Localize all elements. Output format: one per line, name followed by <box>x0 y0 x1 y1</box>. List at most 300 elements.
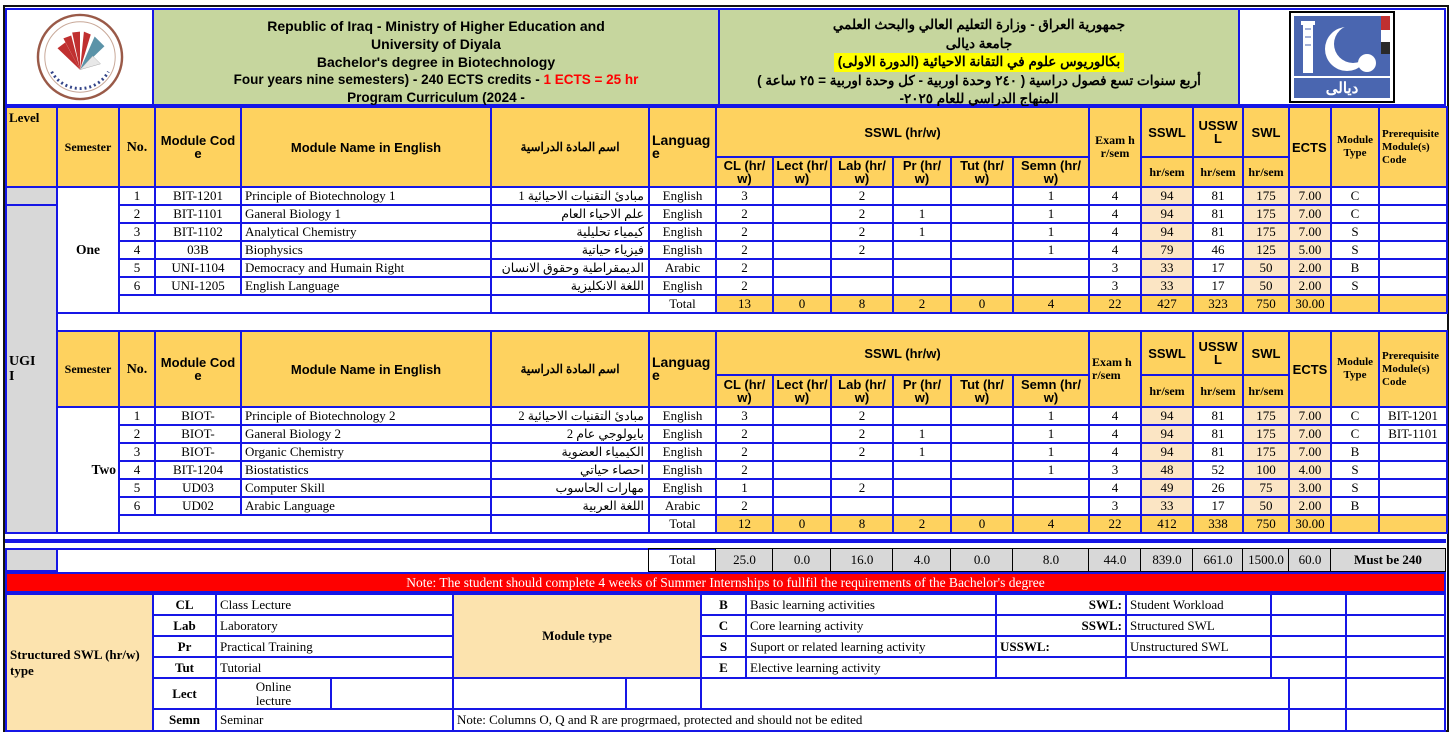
ministry-seal-logo <box>36 13 124 101</box>
cell-sswl: 33 <box>1141 497 1193 515</box>
cell-name_en: Biophysics <box>241 241 491 259</box>
legend-desc-pr: Practical Training <box>215 635 454 658</box>
grand-total-value: 661.0 <box>1192 548 1244 572</box>
col-header-lab: Lab (hr/w) <box>831 375 893 407</box>
cell-code: UD03 <box>155 479 241 497</box>
total-swl: 750 <box>1243 515 1289 533</box>
cell-tut <box>951 461 1013 479</box>
total-lect: 0 <box>773 295 831 313</box>
ects-line-black: Four years nine semesters) - 240 ECTS credits - <box>233 72 544 87</box>
col-subheader-hrsem-swl: hr/sem <box>1243 157 1289 187</box>
legend-empty-cell <box>995 656 1127 679</box>
cell-exam: 4 <box>1089 187 1141 205</box>
cell-sswl: 49 <box>1141 479 1193 497</box>
cell-usswl: 52 <box>1193 461 1243 479</box>
cell-no: 5 <box>119 259 155 277</box>
cell-no: 2 <box>119 205 155 223</box>
cell-no: 3 <box>119 223 155 241</box>
col-header-lab: Lab (hr/w) <box>831 157 893 187</box>
cell-name_ar: اللغة الانكليزية <box>491 277 649 295</box>
cell-lang: English <box>649 425 716 443</box>
cell-no: 5 <box>119 479 155 497</box>
cell-no: 1 <box>119 187 155 205</box>
cell-no: 4 <box>119 461 155 479</box>
level-strip-grand-total <box>5 548 58 572</box>
legend-type-s-desc: Suport or related learning activity <box>745 635 997 658</box>
legend-empty-cell <box>1288 677 1347 710</box>
semester-two-table <box>56 330 1448 534</box>
grand-total-value: 8.0 <box>1012 548 1090 572</box>
cell-lab <box>831 277 893 295</box>
cell-exam: 3 <box>1089 259 1141 277</box>
course-row <box>57 497 1447 515</box>
online-lecture-text: Online lecture <box>255 678 292 708</box>
cell-semn: 1 <box>1013 241 1089 259</box>
col-header-module-type: Module Type <box>1331 107 1379 187</box>
cell-pr <box>893 277 951 295</box>
cell-cl: 2 <box>716 443 773 461</box>
cell-sswl: 94 <box>1141 425 1193 443</box>
cell-usswl: 17 <box>1193 259 1243 277</box>
cell-usswl: 81 <box>1193 425 1243 443</box>
cell-name_ar: احصاء حياتي <box>491 461 649 479</box>
course-row <box>57 205 1447 223</box>
cell-cl: 1 <box>716 479 773 497</box>
cell-code: UNI-1104 <box>155 259 241 277</box>
level-value-cell <box>5 204 58 534</box>
level-cell-empty <box>5 186 58 206</box>
legend-empty-cell <box>1270 614 1347 637</box>
legend-empty-cell <box>330 677 454 710</box>
cell-usswl: 81 <box>1193 407 1243 425</box>
cell-prereq <box>1379 497 1447 515</box>
legend-protected-columns-note: Note: Columns O, Q and R are progrmaed, protected and should not be edited <box>452 708 1290 732</box>
cell-name_en: Democracy and Humain Right <box>241 259 491 277</box>
cell-prereq <box>1379 461 1447 479</box>
cell-cl: 3 <box>716 407 773 425</box>
cell-ects: 2.00 <box>1289 277 1331 295</box>
semester-total-row <box>57 515 1447 533</box>
cell-name_ar: الديمقراطية وحقوق الانسان <box>491 259 649 277</box>
total-semn: 4 <box>1013 295 1089 313</box>
cell-type: S <box>1331 223 1379 241</box>
legend-abbr-tut: Tut <box>152 656 217 679</box>
col-header-lect: Lect (hr/w) <box>773 157 831 187</box>
grand-total-value: 839.0 <box>1140 548 1194 572</box>
legend-empty-cell <box>1345 708 1446 732</box>
col-header-module-code: Module Code <box>155 331 241 407</box>
cell-prereq <box>1379 205 1447 223</box>
cell-ects: 7.00 <box>1289 407 1331 425</box>
course-row <box>57 407 1447 425</box>
total-empty <box>1331 515 1379 533</box>
col-header-swl: SWL <box>1243 331 1289 375</box>
grand-total-value: 44.0 <box>1088 548 1142 572</box>
cell-tut <box>951 187 1013 205</box>
cell-lab: 2 <box>831 205 893 223</box>
course-row <box>57 479 1447 497</box>
cell-lab: 2 <box>831 187 893 205</box>
cell-name_ar: علم الاحياء العام <box>491 205 649 223</box>
cell-lect <box>773 259 831 277</box>
cell-lect <box>773 461 831 479</box>
cell-prereq <box>1379 259 1447 277</box>
course-row <box>57 259 1447 277</box>
total-lab: 8 <box>831 515 893 533</box>
total-tut: 0 <box>951 295 1013 313</box>
cell-swl: 175 <box>1243 407 1289 425</box>
cell-prereq: BIT-1201 <box>1379 407 1447 425</box>
cell-code: BIOT- <box>155 425 241 443</box>
col-subheader-hrsem-usswl: hr/sem <box>1193 157 1243 187</box>
cell-exam: 4 <box>1089 205 1141 223</box>
cell-pr: 1 <box>893 425 951 443</box>
legend-type-e: E <box>700 656 747 679</box>
cell-no: 6 <box>119 277 155 295</box>
col-header-usswl: USSWL <box>1193 107 1243 157</box>
legend-type-c: C <box>700 614 747 637</box>
col-header-prerequisite: Prerequisite Module(s) Code <box>1379 107 1447 187</box>
cell-cl: 2 <box>716 497 773 515</box>
cell-exam: 4 <box>1089 479 1141 497</box>
cell-semn: 1 <box>1013 205 1089 223</box>
cell-no: 6 <box>119 497 155 515</box>
separator-row-1 <box>5 532 1446 541</box>
total-exam: 22 <box>1089 515 1141 533</box>
legend-sswl-abbr: SSWL: <box>995 614 1127 637</box>
cell-lang: English <box>649 277 716 295</box>
col-header-sswl: SSWL <box>1141 331 1193 375</box>
cell-cl: 2 <box>716 425 773 443</box>
legend-empty-cell <box>1345 656 1446 679</box>
ects-equivalence-note: 1 ECTS = 25 hr <box>543 72 639 87</box>
total-tut: 0 <box>951 515 1013 533</box>
cell-no: 3 <box>119 443 155 461</box>
cell-swl: 50 <box>1243 259 1289 277</box>
col-header-module-name-en: Module Name in English <box>241 107 491 187</box>
cell-exam: 3 <box>1089 461 1141 479</box>
title-ar-line4: أربع سنوات تسع فصول دراسية ( ٢٤٠ وحدة اوربية - كل وحدة اوربية = ٢٥ ساعة ) <box>757 72 1201 88</box>
grand-total-must-be: Must be 240 <box>1330 548 1446 572</box>
grand-total-value: 0.0 <box>950 548 1014 572</box>
cell-pr <box>893 497 951 515</box>
cell-exam: 3 <box>1089 497 1141 515</box>
total-cl: 13 <box>716 295 773 313</box>
legend-type-c-desc: Core learning activity <box>745 614 997 637</box>
cell-pr <box>893 187 951 205</box>
col-header-semn: Semn (hr/w) <box>1013 157 1089 187</box>
cell-prereq <box>1379 479 1447 497</box>
cell-lang: English <box>649 205 716 223</box>
header-title-english <box>152 8 720 106</box>
cell-lect <box>773 205 831 223</box>
cell-ects: 3.00 <box>1289 479 1331 497</box>
title-en-line4 <box>154 71 718 89</box>
cell-name_ar: بايولوجي عام 2 <box>491 425 649 443</box>
cell-tut <box>951 259 1013 277</box>
cell-code: BIT-1101 <box>155 205 241 223</box>
title-ar-line5: المنهاج الدراسي للعام ٢٠٢٥- <box>899 91 1059 106</box>
col-header-language: Language <box>649 107 716 187</box>
cell-tut <box>951 277 1013 295</box>
course-row <box>57 187 1447 205</box>
col-header-sswl: SSWL <box>1141 107 1193 157</box>
course-row <box>57 241 1447 259</box>
cell-cl: 2 <box>716 259 773 277</box>
cell-semn <box>1013 277 1089 295</box>
total-usswl: 338 <box>1193 515 1243 533</box>
col-header-cl: CL (hr/w) <box>716 375 773 407</box>
cell-name_ar: اللغة العربية <box>491 497 649 515</box>
cell-semn: 1 <box>1013 187 1089 205</box>
legend-sswl-desc: Structured SWL <box>1125 614 1272 637</box>
grand-total-label: Total <box>648 548 717 572</box>
cell-lang: English <box>649 461 716 479</box>
col-header-tut: Tut (hr/w) <box>951 157 1013 187</box>
cell-lect <box>773 497 831 515</box>
legend-desc-tut: Tutorial <box>215 656 454 679</box>
grand-total-value: 25.0 <box>715 548 774 572</box>
legend-abbr-pr: Pr <box>152 635 217 658</box>
total-label: Total <box>649 295 716 313</box>
title-ar-line1: جمهورية العراق - وزارة التعليم العالي والبحث العلمي <box>832 17 1126 32</box>
legend-empty-cell <box>1288 708 1347 732</box>
col-header-no: No. <box>119 331 155 407</box>
legend-desc-cl: Class Lecture <box>215 593 454 616</box>
col-header-prerequisite: Prerequisite Module(s) Code <box>1379 331 1447 407</box>
cell-semn: 1 <box>1013 223 1089 241</box>
cell-lab: 2 <box>831 425 893 443</box>
legend-empty-cell <box>1125 656 1272 679</box>
cell-tut <box>951 497 1013 515</box>
cell-tut <box>951 205 1013 223</box>
title-en-line2: University of Diyala <box>371 36 501 52</box>
cell-lect <box>773 241 831 259</box>
ministry-logo-cell <box>5 8 154 106</box>
header-title-arabic <box>718 8 1240 106</box>
cell-lab <box>831 259 893 277</box>
cell-tut <box>951 425 1013 443</box>
cell-exam: 4 <box>1089 407 1141 425</box>
cell-sswl: 33 <box>1141 259 1193 277</box>
cell-semn <box>1013 259 1089 277</box>
legend-empty-cell <box>1270 593 1347 616</box>
legend-empty-cell <box>1270 656 1347 679</box>
total-empty <box>1379 515 1447 533</box>
cell-sswl: 94 <box>1141 443 1193 461</box>
cell-swl: 125 <box>1243 241 1289 259</box>
cell-swl: 175 <box>1243 425 1289 443</box>
cell-tut <box>951 241 1013 259</box>
grand-total-value: 16.0 <box>830 548 894 572</box>
cell-ects: 7.00 <box>1289 187 1331 205</box>
internship-note-banner: Note: The student should complete 4 weeks of Summer Internships to fullfil the requirements of the Bachelor's degree <box>5 572 1446 593</box>
total-ects: 30.00 <box>1289 295 1331 313</box>
cell-no: 2 <box>119 425 155 443</box>
cell-name_ar: كيمياء تحليلية <box>491 223 649 241</box>
legend-abbr-semn: Semn <box>152 708 217 732</box>
cell-name_en: Ganeral Biology 2 <box>241 425 491 443</box>
col-header-sswl-group: SSWL (hr/w) <box>716 107 1089 157</box>
col-header-exam: Exam hr/sem <box>1089 107 1141 187</box>
col-header-level: Level <box>5 106 58 188</box>
cell-semn: 1 <box>1013 407 1089 425</box>
cell-lang: English <box>649 241 716 259</box>
legend-empty-cell <box>1345 614 1446 637</box>
cell-prereq <box>1379 241 1447 259</box>
legend-usswl-desc: Unstructured SWL <box>1125 635 1272 658</box>
cell-name_en: Computer Skill <box>241 479 491 497</box>
cell-name_en: Principle of Biotechnology 1 <box>241 187 491 205</box>
cell-swl: 175 <box>1243 205 1289 223</box>
course-row <box>57 277 1447 295</box>
cell-prereq <box>1379 223 1447 241</box>
course-row <box>57 223 1447 241</box>
total-cl: 12 <box>716 515 773 533</box>
total-usswl: 323 <box>1193 295 1243 313</box>
cell-name_ar: مبادئ التقنيات الاحيائية 2 <box>491 407 649 425</box>
svg-text:ديالى: ديالى <box>1325 80 1359 97</box>
grand-total-value: 4.0 <box>892 548 952 572</box>
grand-total-value: 0.0 <box>772 548 832 572</box>
semester-one-table <box>56 106 1448 314</box>
cell-pr <box>893 259 951 277</box>
course-row <box>57 425 1447 443</box>
cell-lang: English <box>649 187 716 205</box>
col-header-module-type: Module Type <box>1331 331 1379 407</box>
cell-lect <box>773 407 831 425</box>
cell-usswl: 81 <box>1193 187 1243 205</box>
cell-name_en: Analytical Chemistry <box>241 223 491 241</box>
cell-semn: 1 <box>1013 461 1089 479</box>
col-header-language: Language <box>649 331 716 407</box>
cell-lang: English <box>649 407 716 425</box>
total-swl: 750 <box>1243 295 1289 313</box>
cell-usswl: 81 <box>1193 443 1243 461</box>
cell-sswl: 94 <box>1141 223 1193 241</box>
col-header-tut: Tut (hr/w) <box>951 375 1013 407</box>
cell-lect <box>773 277 831 295</box>
cell-sswl: 94 <box>1141 407 1193 425</box>
cell-usswl: 81 <box>1193 223 1243 241</box>
cell-no: 4 <box>119 241 155 259</box>
cell-ects: 2.00 <box>1289 497 1331 515</box>
total-sswl: 427 <box>1141 295 1193 313</box>
cell-pr <box>893 479 951 497</box>
legend-usswl-abbr: USSWL: <box>995 635 1127 658</box>
cell-semn: 1 <box>1013 443 1089 461</box>
cell-lab: 2 <box>831 407 893 425</box>
title-ar-line2: جامعة ديالى <box>945 35 1013 51</box>
cell-cl: 2 <box>716 205 773 223</box>
cell-code: BIOT- <box>155 407 241 425</box>
cell-sswl: 48 <box>1141 461 1193 479</box>
col-header-module-code: Module Code <box>155 107 241 187</box>
level-value: UGII <box>9 354 36 384</box>
cell-lab <box>831 497 893 515</box>
cell-ects: 7.00 <box>1289 205 1331 223</box>
total-sswl: 412 <box>1141 515 1193 533</box>
legend-desc-semn: Seminar <box>215 708 454 732</box>
grand-total-value: 1500.0 <box>1242 548 1290 572</box>
cell-prereq <box>1379 443 1447 461</box>
cell-ects: 7.00 <box>1289 443 1331 461</box>
cell-usswl: 46 <box>1193 241 1243 259</box>
cell-lang: Arabic <box>649 497 716 515</box>
cell-lang: Arabic <box>649 259 716 277</box>
cell-exam: 4 <box>1089 443 1141 461</box>
cell-name_en: Ganeral Biology 1 <box>241 205 491 223</box>
cell-type: S <box>1331 241 1379 259</box>
cell-tut <box>951 479 1013 497</box>
legend-desc-lect <box>215 677 332 710</box>
cell-lect <box>773 443 831 461</box>
total-semn: 4 <box>1013 515 1089 533</box>
cell-ects: 7.00 <box>1289 223 1331 241</box>
legend-type-s: S <box>700 635 747 658</box>
col-header-swl: SWL <box>1243 107 1289 157</box>
col-subheader-hrsem-sswl: hr/sem <box>1141 157 1193 187</box>
legend-empty-cell <box>452 677 627 710</box>
cell-name_ar: فيزياء حياتية <box>491 241 649 259</box>
course-row <box>57 443 1447 461</box>
legend-swl-desc: Student Workload <box>1125 593 1272 616</box>
col-header-cl: CL (hr/w) <box>716 157 773 187</box>
cell-swl: 175 <box>1243 187 1289 205</box>
cell-name_ar: الكيمياء العضوية <box>491 443 649 461</box>
cell-lab <box>831 461 893 479</box>
total-empty <box>1331 295 1379 313</box>
col-header-module-name-ar: اسم المادة الدراسية <box>491 107 649 187</box>
cell-name_en: Arabic Language <box>241 497 491 515</box>
cell-sswl: 79 <box>1141 241 1193 259</box>
cell-code: BIOT- <box>155 443 241 461</box>
legend-empty-cell <box>1345 635 1446 658</box>
cell-usswl: 81 <box>1193 205 1243 223</box>
cell-semn: 1 <box>1013 425 1089 443</box>
col-subheader-hrsem-swl: hr/sem <box>1243 375 1289 407</box>
cell-lang: English <box>649 479 716 497</box>
cell-ects: 4.00 <box>1289 461 1331 479</box>
col-header-lect: Lect (hr/w) <box>773 375 831 407</box>
cell-name_ar: مبادئ التقنيات الاحيائية 1 <box>491 187 649 205</box>
cell-type: S <box>1331 461 1379 479</box>
cell-swl: 50 <box>1243 277 1289 295</box>
cell-swl: 175 <box>1243 443 1289 461</box>
cell-swl: 50 <box>1243 497 1289 515</box>
cell-type: C <box>1331 205 1379 223</box>
cell-code: 03B <box>155 241 241 259</box>
total-lab: 8 <box>831 295 893 313</box>
col-header-exam: Exam hr/sem <box>1089 331 1141 407</box>
cell-prereq <box>1379 277 1447 295</box>
legend-structured-swl-label: Structured SWL (hr/w) type <box>5 593 154 732</box>
cell-usswl: 26 <box>1193 479 1243 497</box>
col-header-ects: ECTS <box>1289 331 1331 407</box>
col-header-pr: Pr (hr/w) <box>893 157 951 187</box>
legend-module-type-label: Module type <box>452 593 702 679</box>
cell-semn <box>1013 479 1089 497</box>
university-logo-cell <box>1238 8 1446 106</box>
cell-pr: 1 <box>893 443 951 461</box>
col-header-semn: Semn (hr/w) <box>1013 375 1089 407</box>
legend-empty-cell <box>1345 677 1446 710</box>
cell-code: UD02 <box>155 497 241 515</box>
legend-swl-abbr: SWL: <box>995 593 1127 616</box>
cell-exam: 4 <box>1089 425 1141 443</box>
total-spacer <box>491 295 649 313</box>
cell-cl: 2 <box>716 241 773 259</box>
